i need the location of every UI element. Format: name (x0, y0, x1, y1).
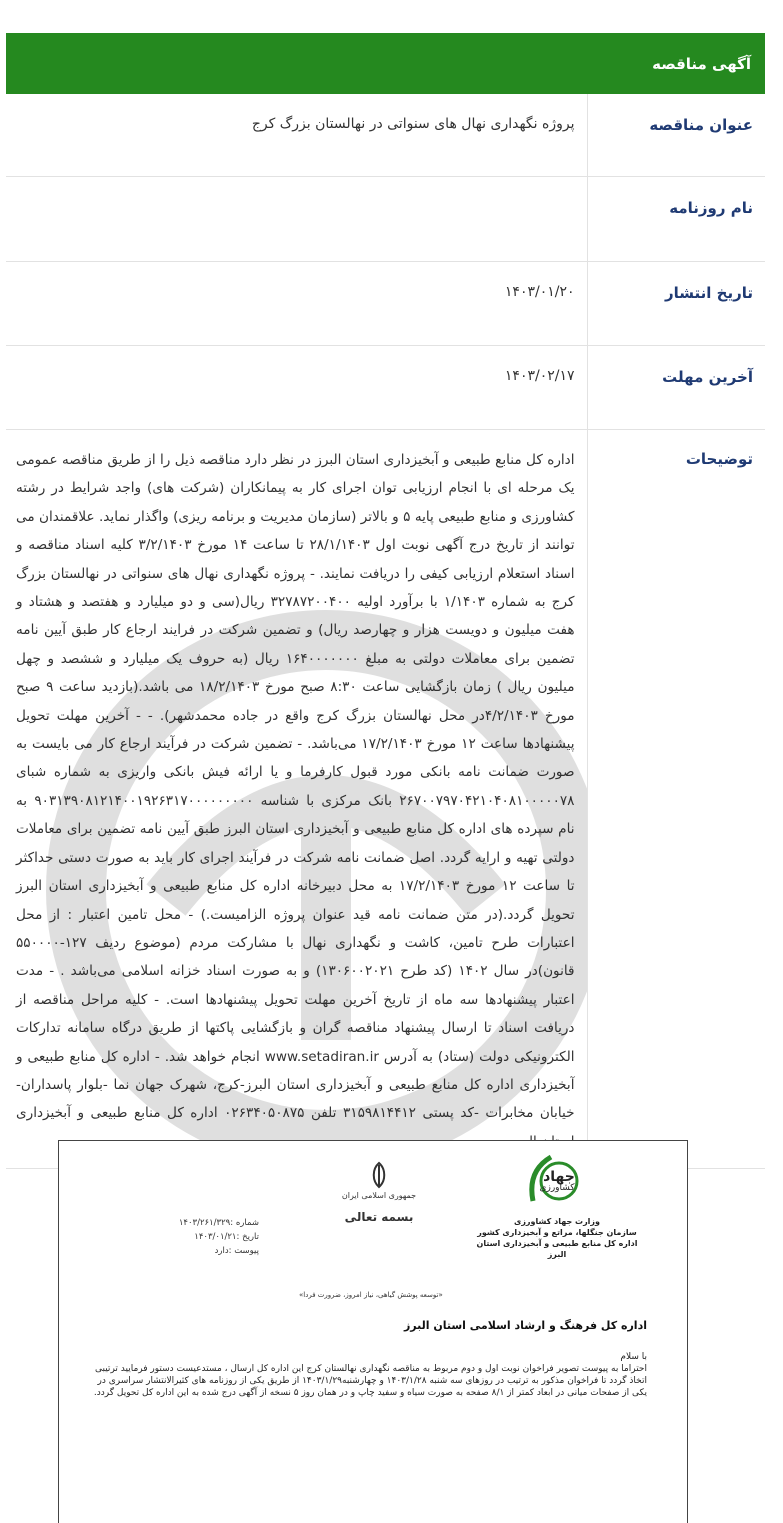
logo-top-text: جهاد (543, 1169, 575, 1185)
bismillah-text: بسمه تعالی (344, 1210, 414, 1224)
logo-bottom-text: کشاورزی (539, 1183, 575, 1193)
emblem-caption: جمهوری اسلامی ایران (341, 1191, 417, 1200)
row-value: پروژه نگهداری نهال های سنواتی در نهالستان بزرگ کرج (6, 94, 587, 177)
org-text: سازمان جنگلها، مراتع و آبخیزداری کشور (477, 1228, 637, 1237)
letter-number: شماره :۱۴۰۳/۲۶۱/۳۲۹ (178, 1218, 259, 1228)
letterhead-logo (467, 1151, 647, 1260)
description-cell (6, 430, 587, 1169)
ministry-text: وزارت جهاد کشاورزی (513, 1217, 600, 1226)
header-title: آگهی مناقصه (652, 54, 751, 73)
row-description (6, 430, 765, 1169)
letter-greeting: با سلام (620, 1352, 647, 1362)
letter-addressee: اداره کل فرهنگ و ارشاد اسلامی استان البرز (403, 1319, 647, 1332)
letter-slogan: «توسعه پوشش گیاهی، نیاز امروز، ضرورت فردا» (299, 1291, 443, 1299)
iran-emblem-icon (364, 1161, 394, 1189)
row-label: توضیحات (587, 430, 765, 1169)
letter-meta (149, 1216, 259, 1258)
letter-attachment: پیوست :دارد (214, 1246, 259, 1256)
row-publish-date (6, 262, 765, 346)
row-value: ۱۴۰۳/۰۲/۱۷ (6, 346, 587, 430)
emblem-block (319, 1161, 439, 1224)
row-newspaper (6, 177, 765, 262)
tender-info-table (6, 94, 765, 1169)
row-value: ۱۴۰۳/۰۱/۲۰ (6, 262, 587, 346)
card-header (6, 33, 765, 94)
letter-body (87, 1351, 647, 1399)
row-label: تاریخ انتشار (587, 262, 765, 346)
letter-body-text: احتراما به پیوست تصویر فراخوان نوبت اول و دوم مربوط به مناقصه نگهداری نهالستان کرج این اداره کل ارسال ، مستدعیست دستور فرمایید ترتیبی اتخاذ گردد تا فراخوان مذکور به ترتیب در روزهای سه شنبه ۱۴۰۳/۱/۲۸ و چهارشنبه۱۴۰۳/۱/۲۹ از طریق یکی از روزنامه های کثیرالانتشار سراسری در یکی از صفحات میانی در ابعاد کمتر از ۸/۱ صفحه به صورت سیاه و سفید چاپ و در همان روز ۵ نسخه از آگهی درج شده به این اداره کل تحویل گردد. (93, 1364, 647, 1398)
dept-text: اداره کل منابع طبیعی و آبخیزداری استان البرز (476, 1239, 638, 1259)
row-title (6, 94, 765, 177)
letter-date: تاریخ :۱۴۰۳/۰۱/۲۱ (194, 1232, 259, 1242)
row-label: نام روزنامه (587, 177, 765, 262)
row-deadline (6, 346, 765, 430)
row-label: آخرین مهلت (587, 346, 765, 430)
row-value (6, 177, 587, 262)
tender-card (6, 33, 765, 1169)
description-text: اداره کل منابع طبیعی و آبخیزداری استان البرز در نظر دارد مناقصه ذیل را از طریق مناقصه عمومی یک مرحله ای با انجام ارزیابی توان اجرای کار به پیمانکاران (شرکت های) واجد شرایط در رشته کشاورزی و منابع طبیعی پایه ۵ و بالاتر (سازمان مدیریت و برنامه ریزی) واگذار نماید. علاقمندان می توانند از تاریخ درج آگهی نوبت اول ۲۸/۱/۱۴۰۳ تا ساعت ۱۴ مورخ ۳/۲/۱۴۰۳ کلیه اسناد مناقصه و اسناد استعلام ارزیابی کیفی را دریافت نمایند. - پروژه نگهداری نهال های سنواتی در نهالستان بزرگ کرج به شماره ۱/۱۴۰۳ با برآورد اولیه ۳۲۷۸۷۲۰۰۴۰۰ ریال(سی و دو میلیارد و هفتصد و هشتاد و هفت میلیون و دویست هزار و چهارصد ریال) و تضمین شرکت در فرایند ارجاع کار طبق آیین نامه تضمین برای معاملات دولتی به مبلغ ۱۶۴۰۰۰۰۰۰۰ ریال (به حروف یک میلیارد و ششصد و چهل میلیون ریال ) زمان بازگشایی ساعت ۸:۳۰ صبح مورخ ۱۸/۲/۱۴۰۳ می باشد.(بازدید ساعت ۹ صبح مورخ ۴/۲/۱۴۰۳در محل نهالستان بزرگ کرج واقع در جاده محمدشهر). - - آخرین مهلت تحویل پیشنهادها ساعت ۱۲ مورخ ۱۷/۲/۱۴۰۳ می‌باشد. - تضمین شرکت در فرآیند ارجاع کار می بایست به صورت ضمانت نامه بانکی مورد قبول کارفرما و یا ارائه فیش بانکی واریزی به شماره شبای ۲۶۷۰۰۷۹۷۰۴۲۱۰۴۰۸۱۰۰۰۰۰۷۸ بانک مرکزی با شناسه ۹۰۳۱۳۹۰۸۱۲۱۴۰۰۱۹۲۶۳۱۷۰۰۰۰۰۰۰۰۰ به نام سپرده های اداره کل منابع طبیعی و آبخیزداری استان البرز طبق آیین نامه تضمین برای معاملات دولتی تهیه و ارایه گردد. اصل ضمانت نامه شرکت در فرآیند اجرای کار باید به صورت دستی حداکثر تا ساعت ۱۲ مورخ ۱۷/۲/۱۴۰۳ به محل دبیرخانه اداره کل منابع طبیعی و آبخیزداری استان البرز تحویل گردد.(در متن ضمانت نامه قید عنوان پروژه الزامیست.) - محل تامین اعتبار : از محل اعتبارات طرح تامین، کاشت و نگهداری نهال با مشارکت مردم (موضوع ردیف ۱۲۷-۵۵۰۰۰۰ قانون)در سال ۱۴۰۲ (کد طرح ۱۳۰۶۰۰۲۰۲۱) و به صورت اسناد خزانه اسلامی می‌باشد . - مدت اعتبار پیشنهادها سه ماه از تاریخ آخرین مهلت تحویل پیشنهادها است. - کلیه مراحل مناقصه از دریافت اسناد تا ارسال پیشنهاد مناقصه گران و بازگشایی پاکتها از طریق درگاه سامانه تدارکات الکترونیکی دولت (ستاد) به آدرس www.setadiran.ir انجام خواهد شد. - اداره کل منابع طبیعی و آبخیزداری اداره کل منابع طبیعی و آبخیزداری استان البرز-کرج، شهرک جهان نما -بلوار پاسداران- خیابان مخابرات -کد پستی ۳۱۵۹۸۱۴۴۱۲ تلفن ۰۲۶۳۴۰۵۰۸۷۵ اداره کل منابع طبیعی و آبخیزداری (16, 452, 575, 1122)
scanned-letter (58, 1140, 688, 1523)
row-label: عنوان مناقصه (587, 94, 765, 177)
